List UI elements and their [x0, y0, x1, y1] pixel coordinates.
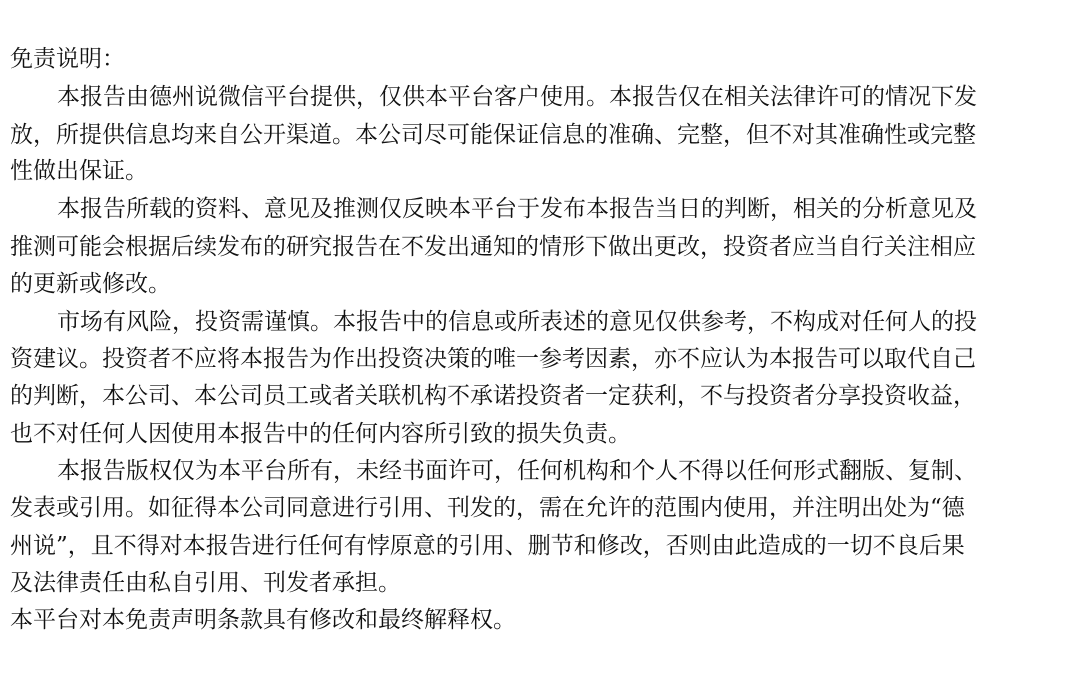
paragraph-3-line-1: 市场有风险，投资需谨慎。本报告中的信息或所表述的意见仅供参考，不构成对任何人的投 — [57, 309, 977, 335]
paragraph-3-line-4: 也不对任何人因使用本报告中的任何内容所引致的损失负责。 — [10, 421, 631, 447]
closing-statement: 本平台对本免责声明条款具有修改和最终解释权。 — [10, 607, 516, 633]
paragraph-3-line-2: 资建议。投资者不应将本报告为作出投资决策的唯一参考因素，亦不应认为本报告可以取代自己 — [10, 346, 976, 372]
paragraph-1-line-1: 本报告由德州说微信平台提供，仅供本平台客户使用。本报告仅在相关法律许可的情况下发 — [57, 84, 977, 110]
paragraph-4-line-3: 州说”，且不得对本报告进行任何有悖原意的引用、删节和修改，否则由此造成的一切不良后果 — [10, 533, 965, 559]
paragraph-4-line-1: 本报告版权仅为本平台所有，未经书面许可，任何机构和个人不得以任何形式翻版、复制、 — [57, 458, 977, 484]
disclaimer-title: 免责说明： — [10, 46, 125, 72]
paragraph-1-line-2: 放，所提供信息均来自公开渠道。本公司尽可能保证信息的准确、完整，但不对其准确性或完整 — [10, 122, 976, 148]
paragraph-2-line-3: 的更新或修改。 — [10, 271, 171, 297]
paragraph-4-line-2: 发表或引用。如征得本公司同意进行引用、刊发的，需在允许的范围内使用，并注明出处为“德 — [10, 495, 965, 521]
paragraph-4-line-4: 及法律责任由私自引用、刊发者承担。 — [10, 570, 401, 596]
paragraph-1-line-3: 性做出保证。 — [10, 158, 148, 184]
paragraph-2-line-1: 本报告所载的资料、意见及推测仅反映本平台于发布本报告当日的判断，相关的分析意见及 — [57, 196, 977, 222]
paragraph-3-line-3: 的判断，本公司、本公司员工或者关联机构不承诺投资者一定获利，不与投资者分享投资收益， — [10, 383, 976, 409]
paragraph-2-line-2: 推测可能会根据后续发布的研究报告在不发出通知的情形下做出更改，投资者应当自行关注相应 — [10, 234, 976, 260]
